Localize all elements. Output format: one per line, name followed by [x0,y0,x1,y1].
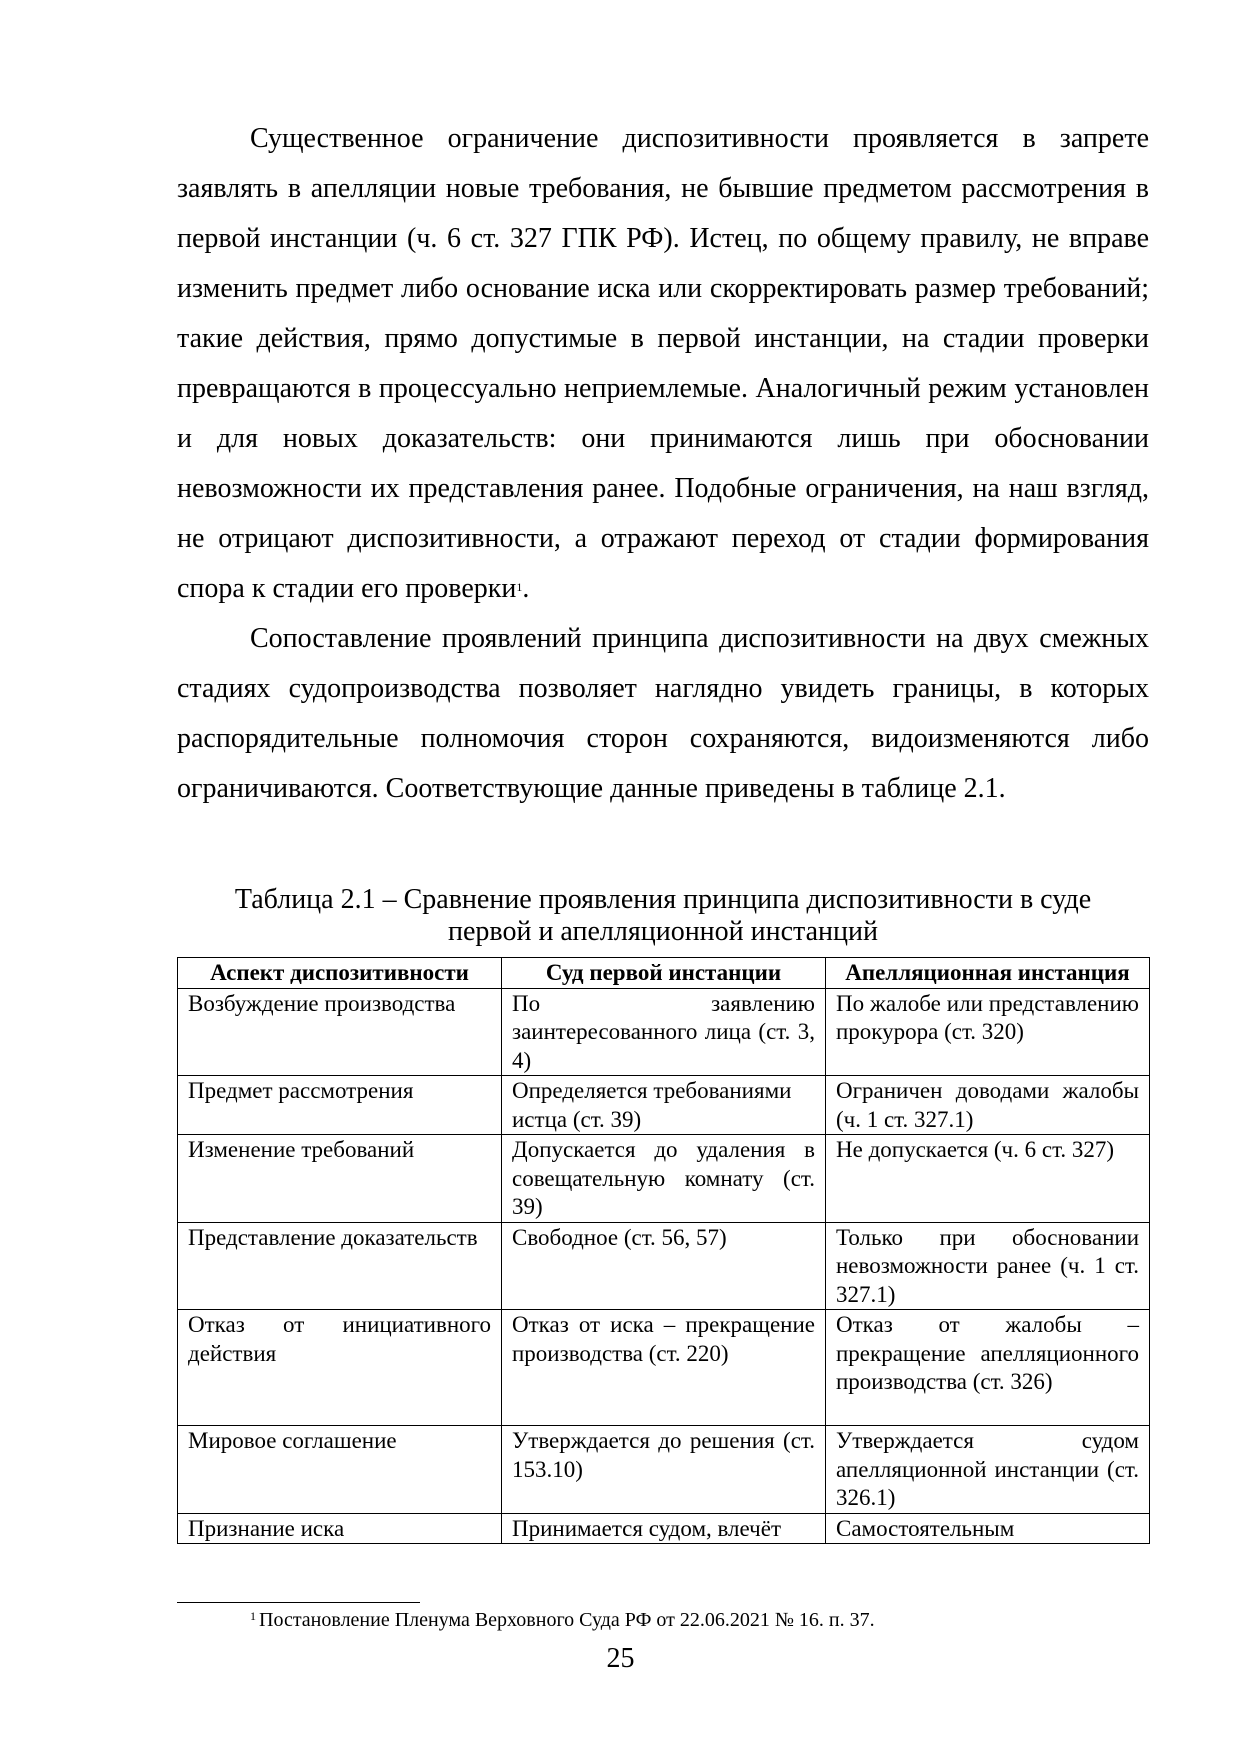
table-caption [177,884,1149,948]
paragraph-2: Сопоставление проявлений принципа диспозитивности на двух смежных стадиях судопроизводства позволяет наглядно увидеть границы, в которых распорядительные полномочия сторон сохраняются, видоизменяются либо ограничиваются. Соответствующие данные приведены в таблице 2.1. [177,623,1149,804]
table-header-row [178,958,1150,989]
cell-aspect: Изменение требований [178,1135,502,1223]
cell-first-instance: Принимается судом, влечёт [502,1513,826,1544]
cell-first-instance: По заявлению заинтересованного лица (ст. 3, 4) [502,988,826,1076]
comparison-table [177,957,1150,1544]
cell-appeal-instance: Ограничен доводами жалобы (ч. 1 ст. 327.1) [826,1076,1150,1135]
cell-appeal-instance: Отказ от жалобы – прекращение апелляционного производства (ст. 326) [826,1310,1150,1426]
cell-first-instance: Допускается до удаления в совещательную комнату (ст. 39) [502,1135,826,1223]
table-row [178,1426,1150,1514]
page-number: 25 [606,1643,635,1674]
footnote-reference[interactable]: 1 [516,580,523,594]
cell-appeal-instance: Самостоятельным [826,1513,1150,1544]
cell-aspect: Предмет рассмотрения [178,1076,502,1135]
footnote-text: Постановление Пленума Верховного Суда РФ от 22.06.2021 № 16. п. 37. [259,1609,875,1631]
header-aspect: Аспект диспозитивности [178,958,502,989]
header-appeal-instance: Апелляционная инстанция [826,958,1150,989]
paragraph-1 [177,114,1149,614]
table-row [178,1310,1150,1426]
paragraph-1-text: Существенное ограничение диспозитивности проявляется в запрете заявлять в апелляции новые требования, не бывшие предметом рассмотрения в первой инстанции (ч. 6 ст. 327 ГПК РФ). Истец, по общему правилу, не вправе изменить предмет либо основание иска или скорректировать размер требований; такие действия, прямо допустимые в первой инстанции, на стадии проверки превращаются в процессуально неприемлемые. Аналогичный режим установлен и для новых доказательств: они принимаются лишь при обосновании невозможности их представления ранее. Подобные ограничения, на наш взгляд, не отрицают диспозитивности, а отражают переход от стадии формирования спора к стадии его проверки [177,123,1149,604]
cell-first-instance: Определяется требованиями истца (ст. 39) [502,1076,826,1135]
paragraph-1-end: . [522,573,530,604]
table-row [178,1222,1150,1310]
table-row [178,1135,1150,1223]
cell-aspect: Мировое соглашение [178,1426,502,1514]
cell-aspect: Возбуждение производства [178,988,502,1076]
footnote-number: 1 [250,1609,256,1623]
table-row [178,1513,1150,1544]
table-row [178,988,1150,1076]
table-caption-line-1: Таблица 2.1 – Сравнение проявления принципа диспозитивности в суде [234,884,1092,915]
cell-aspect: Представление доказательств [178,1222,502,1310]
table-caption-line-2: первой и апелляционной инстанций [448,916,878,947]
header-first-instance: Суд первой инстанции [502,958,826,989]
cell-first-instance: Утверждается до решения (ст. 153.10) [502,1426,826,1514]
cell-aspect: Признание иска [178,1513,502,1544]
cell-appeal-instance: Утверждается судом апелляционной инстанции (ст. 326.1) [826,1426,1150,1514]
cell-first-instance: Свободное (ст. 56, 57) [502,1222,826,1310]
cell-appeal-instance: Только при обосновании невозможности ранее (ч. 1 ст. 327.1) [826,1222,1150,1310]
body-text [177,114,1149,814]
footnote [250,1608,1150,1632]
cell-appeal-instance: По жалобе или представлению прокурора (ст. 320) [826,988,1150,1076]
table-row [178,1076,1150,1135]
cell-first-instance: Отказ от иска – прекращение производства (ст. 220) [502,1310,826,1426]
footnote-separator [177,1602,420,1603]
cell-appeal-instance: Не допускается (ч. 6 ст. 327) [826,1135,1150,1223]
cell-aspect: Отказ от инициативного действия [178,1310,502,1426]
